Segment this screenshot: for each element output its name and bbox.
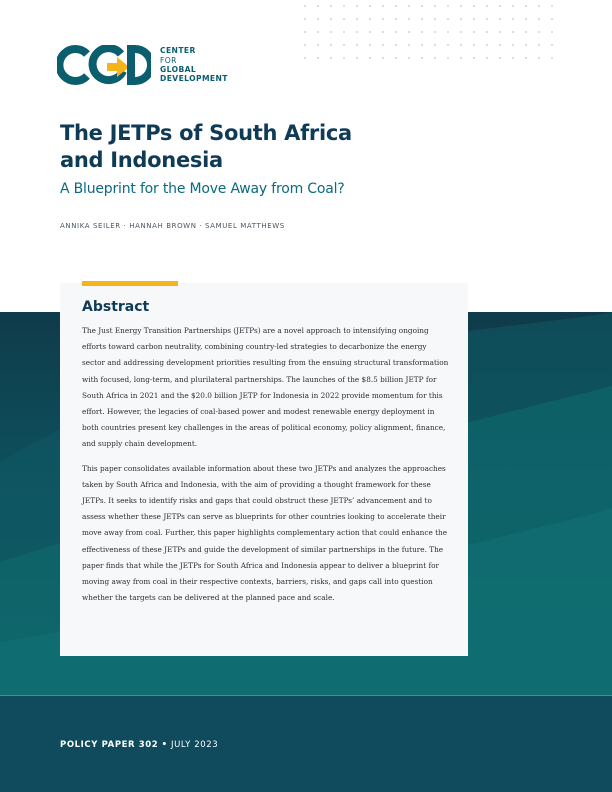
decorative-dot	[473, 5, 475, 7]
decorative-dot	[395, 44, 397, 46]
decorative-dot	[408, 5, 410, 7]
decorative-dot	[382, 31, 384, 33]
decorative-dot	[369, 44, 371, 46]
decorative-dot	[512, 44, 514, 46]
decorative-dot	[434, 44, 436, 46]
decorative-dot	[486, 5, 488, 7]
abstract-paragraph-1: The Just Energy Transition Partnerships (JETPs) are a novel approach to intensifying ongoing efforts toward carbon neutrality, combining country-led strategies to decarbonize the energy sector and addressing development priorities resulting from the ensuing structural transformation with focused, long-term, and plurilateral partnerships. The launches of the $8.5 billion JETP for South Africa in 2021 and the $20.0 billion JETP for Indonesia in 2022 provide momentum for this effort. However, the legacies of coal-based power and modest renewable energy deployment in both countries present key challenges in the areas of political economy, policy alignment, finance, and supply chain development.	[82, 326, 449, 449]
decorative-dot	[408, 31, 410, 33]
decorative-dot	[551, 44, 553, 46]
decorative-dot	[434, 31, 436, 33]
decorative-dot	[525, 18, 527, 20]
policy-paper-number: POLICY PAPER 302	[60, 740, 159, 750]
decorative-dot	[369, 5, 371, 7]
decorative-dot	[330, 31, 332, 33]
decorative-dot	[512, 57, 514, 59]
decorative-dot	[434, 18, 436, 20]
logo-line: GLOBAL	[160, 65, 197, 74]
paper-title	[60, 120, 352, 174]
logo-wordmark	[160, 46, 228, 84]
decorative-dot	[330, 18, 332, 20]
decorative-dot	[408, 18, 410, 20]
decorative-dot	[356, 57, 358, 59]
decorative-dot	[343, 5, 345, 7]
decorative-dot	[538, 44, 540, 46]
decorative-dot	[408, 57, 410, 59]
decorative-dot	[460, 31, 462, 33]
decorative-dot	[460, 5, 462, 7]
decorative-dot-grid	[304, 5, 564, 60]
decorative-dot	[369, 31, 371, 33]
decorative-dot	[525, 31, 527, 33]
logo-line: FOR	[160, 55, 177, 65]
decorative-dot	[343, 18, 345, 20]
decorative-dot	[447, 44, 449, 46]
decorative-dot	[460, 44, 462, 46]
logo-line: CENTER	[160, 46, 196, 56]
decorative-dot	[525, 44, 527, 46]
decorative-dot	[304, 31, 306, 33]
decorative-dot	[551, 18, 553, 20]
decorative-dot	[382, 57, 384, 59]
decorative-dot	[421, 57, 423, 59]
decorative-dot	[486, 57, 488, 59]
decorative-dot	[499, 44, 501, 46]
decorative-dot	[330, 5, 332, 7]
decorative-dot	[447, 31, 449, 33]
abstract-card	[60, 283, 468, 656]
decorative-dot	[538, 31, 540, 33]
decorative-dot	[551, 57, 553, 59]
decorative-dot	[343, 44, 345, 46]
decorative-dot	[486, 18, 488, 20]
decorative-dot	[356, 5, 358, 7]
decorative-dot	[551, 31, 553, 33]
decorative-dot	[304, 57, 306, 59]
decorative-dot	[499, 5, 501, 7]
separator-bullet: •	[161, 740, 168, 750]
decorative-dot	[330, 57, 332, 59]
decorative-dot	[421, 31, 423, 33]
footer-series-date	[60, 740, 218, 750]
decorative-dot	[356, 44, 358, 46]
title-line-2: and Indonesia	[60, 148, 223, 172]
decorative-dot	[304, 44, 306, 46]
decorative-dot	[473, 31, 475, 33]
abstract-paragraph-2: This paper consolidates available information about these two JETPs and analyzes the approaches taken by South Africa and Indonesia, with the aim of providing a thought framework for these JETPs. It seeks to identify risks and gaps that could obstruct these JETPs’ advancement and to assess whether these JETPs can serve as blueprints for other countries looking to accelerate their move away from coal. Further, this paper highlights complementary action that could enhance the effectiveness of these JETPs and guide the development of similar partnerships in the future. The paper finds that while the JETPs for South Africa and Indonesia appear to deliver a blueprint for moving away from coal in their respective contexts, barriers, risks, and gaps call into question whether the targets can be delivered at the planned pace and scale.	[82, 463, 448, 603]
paper-subtitle: A Blueprint for the Move Away from Coal?	[60, 181, 345, 197]
decorative-dot	[538, 57, 540, 59]
decorative-dot	[525, 5, 527, 7]
decorative-dot	[486, 44, 488, 46]
decorative-dot	[395, 18, 397, 20]
decorative-dot	[317, 31, 319, 33]
decorative-dot	[512, 5, 514, 7]
decorative-dot	[317, 5, 319, 7]
publication-date: JULY 2023	[170, 740, 219, 750]
decorative-dot	[369, 57, 371, 59]
title-line-1: The JETPs of South Africa	[60, 121, 352, 145]
decorative-dot	[486, 31, 488, 33]
decorative-dot	[512, 31, 514, 33]
decorative-dot	[473, 57, 475, 59]
decorative-dot	[460, 57, 462, 59]
decorative-dot	[317, 18, 319, 20]
decorative-dot	[538, 5, 540, 7]
decorative-dot	[525, 57, 527, 59]
decorative-dot	[304, 5, 306, 7]
decorative-dot	[408, 44, 410, 46]
decorative-dot	[447, 18, 449, 20]
decorative-dot	[434, 57, 436, 59]
decorative-dot	[343, 31, 345, 33]
logo-line: DEVELOPMENT	[160, 74, 228, 84]
decorative-dot	[421, 18, 423, 20]
decorative-dot	[356, 31, 358, 33]
decorative-dot	[434, 5, 436, 7]
decorative-dot	[551, 5, 553, 7]
decorative-dot	[317, 57, 319, 59]
decorative-dot	[330, 44, 332, 46]
decorative-dot	[369, 18, 371, 20]
decorative-dot	[460, 18, 462, 20]
decorative-dot	[473, 18, 475, 20]
abstract-body	[82, 323, 450, 614]
decorative-dot	[382, 5, 384, 7]
decorative-dot	[447, 57, 449, 59]
decorative-dot	[304, 18, 306, 20]
decorative-dot	[395, 31, 397, 33]
decorative-dot	[343, 57, 345, 59]
decorative-dot	[499, 57, 501, 59]
decorative-dot	[382, 44, 384, 46]
decorative-dot	[499, 31, 501, 33]
decorative-dot	[473, 44, 475, 46]
cgd-logo-mark	[57, 45, 151, 85]
abstract-heading: Abstract	[82, 299, 150, 315]
accent-bar	[82, 281, 178, 286]
decorative-dot	[447, 5, 449, 7]
decorative-dot	[356, 18, 358, 20]
decorative-dot	[395, 5, 397, 7]
decorative-dot	[421, 5, 423, 7]
decorative-dot	[382, 18, 384, 20]
decorative-dot	[538, 18, 540, 20]
author-list: ANNIKA SEILER · HANNAH BROWN · SAMUEL MATTHEWS	[60, 222, 285, 230]
decorative-dot	[421, 44, 423, 46]
decorative-dot	[317, 44, 319, 46]
decorative-dot	[512, 18, 514, 20]
decorative-dot	[499, 18, 501, 20]
cgd-logo[interactable]	[57, 45, 228, 85]
decorative-dot	[395, 57, 397, 59]
